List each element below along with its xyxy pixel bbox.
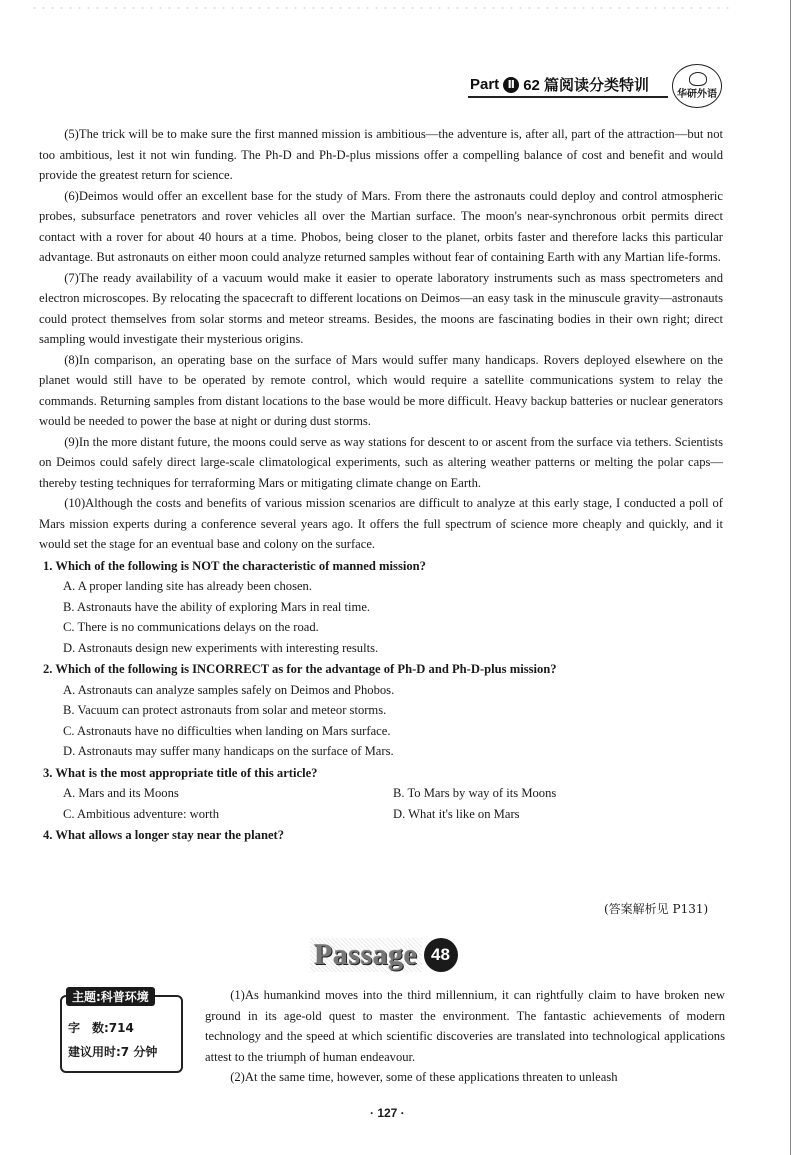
q3-option-d: D. What it's like on Mars (393, 806, 520, 821)
answer-reference: (答案解析见 P131) (604, 902, 709, 916)
q3-option-b: B. To Mars by way of its Moons (393, 786, 557, 800)
question-list (39, 556, 723, 846)
question-1: 1. Which of the following is NOT the characteristic of manned mission? (43, 558, 426, 573)
q3-option-c: C. Ambitious adventure: worth (63, 806, 220, 821)
question-3: 3. What is the most appropriate title of this article? (43, 765, 318, 780)
passage-48-paragraph-1: (1)As humankind moves into the third millennium, it can rightfully claim to have broken new ground in its age-old quest to master the environment. The fantastic achievements of modern technology and the speed at which scientific discoveries are translated into technological applications attest to the triumph of human endeavour. (205, 988, 725, 1064)
paragraph-7: (7)The ready availability of a vacuum would make it easier to operate laboratory instruments such as mass spectrometers and electron microscopes. By relocating the spacecraft to different locations on Deimos—an easy task in the minuscule gravity—astronauts could protect themselves from solar storms and meteor streams. Besides, the moons are fascinating bodies in their own right; direct sampling would investigate their mysterious origins. (39, 270, 723, 346)
part-label: Part (470, 76, 500, 93)
topic-info-box (60, 990, 183, 1073)
paragraph-6: (6)Deimos would offer an excellent base for the study of Mars. From there the astronauts could deploy and control atmospheric probes, subsurface penetrators and rover vehicles all over the Martian surface. The moon's near-synchronous orbit permits direct contact with a rover for about 40 hours at a time. Phobos, being closer to the planet, orbits faster and therefore lacks this particular advantage. But astronauts on either moon could analyze returned samples without fear of containing Earth with any Martian life-forms. (39, 188, 723, 264)
q3-option-a: A. Mars and its Moons (63, 786, 179, 800)
question-2: 2. Which of the following is INCORRECT as for the advantage of Ph-D and Ph-D-plus mission? (43, 662, 557, 676)
q1-option-c: C. There is no communications delays on the road. (63, 620, 319, 634)
passage-48-body (205, 985, 725, 1088)
q2-option-a: A. Astronauts can analyze samples safely on Deimos and Phobos. (63, 682, 395, 697)
q3-options-row-2 (39, 804, 723, 825)
topic-tag: 主题:科普环境 (66, 987, 155, 1006)
question-4: 4. What allows a longer stay near the planet? (43, 828, 285, 842)
q3-options-row-1 (39, 783, 723, 804)
suggested-time: 建议用时:7 分钟 (68, 1045, 158, 1059)
q2-option-d: D. Astronauts may suffer many handicaps on the surface of Mars. (63, 744, 394, 758)
logo-text: 华研外语 (677, 89, 717, 100)
passage-title (310, 938, 458, 972)
running-header (470, 74, 649, 95)
page-number: · 127 · (370, 1106, 405, 1120)
header-rule (468, 96, 668, 98)
paragraph-9: (9)In the more distant future, the moons could serve as way stations for descent to or ascent from the surface via tethers. Scientists on Deimos could safely direct large-scale climatological experiments, such as altering weather patterns or melting the polar caps—thereby testing techniques for terraforming Mars or mitigating climate change on Earth. (39, 434, 723, 490)
paragraph-5: (5)The trick will be to make sure the first manned mission is ambitious—the adventure is, after all, part of the attraction—but not too ambitious, lest it not win funding. The Ph-D and Ph-D-plus missions offer a compelling balance of cost and benefit and would provide the greatest return for science. (39, 127, 723, 182)
frog-icon (689, 72, 707, 86)
passage-word: Passage (310, 938, 422, 972)
q1-option-a: A. A proper landing site has already been chosen. (63, 579, 313, 593)
q1-option-d: D. Astronauts design new experiments with interesting results. (63, 640, 379, 655)
passage-48-paragraph-2: (2)At the same time, however, some of these applications threaten to unleash (230, 1070, 618, 1084)
scan-dot-border (30, 6, 730, 10)
section-title: 62 篇阅读分类特训 (523, 77, 650, 94)
q2-option-c: C. Astronauts have no difficulties when landing on Mars surface. (63, 723, 391, 738)
publisher-logo (672, 64, 722, 108)
page-edge-line (790, 0, 791, 1155)
part-number-badge: Ⅱ (503, 77, 519, 93)
word-count: 字 数:714 (68, 1021, 134, 1035)
paragraph-10: (10)Although the costs and benefits of various mission scenarios are difficult to analyze at this early stage, I conducted a poll of Mars mission experts during a conference several years ago. It offers the full spectrum of science more cheaply and quickly, and it would set the stage for an eventual base and colony on the surface. (39, 496, 723, 551)
q2-option-b: B. Vacuum can protect astronauts from solar and meteor storms. (63, 703, 387, 717)
passage-number-badge: 48 (424, 938, 458, 972)
passage-47-continuation (39, 124, 723, 846)
q1-option-b: B. Astronauts have the ability of exploring Mars in real time. (63, 599, 371, 614)
paragraph-8: (8)In comparison, an operating base on the surface of Mars would suffer many handicaps. Rovers deployed elsewhere on the planet would still have to be operated by remote control, which would require a satellite communications system to relay the commands. Returning samples from distant locations to the base would be more difficult. Heavy backup batteries or nuclear generators would be needed to power the base at night or during dust storms. (39, 352, 723, 428)
